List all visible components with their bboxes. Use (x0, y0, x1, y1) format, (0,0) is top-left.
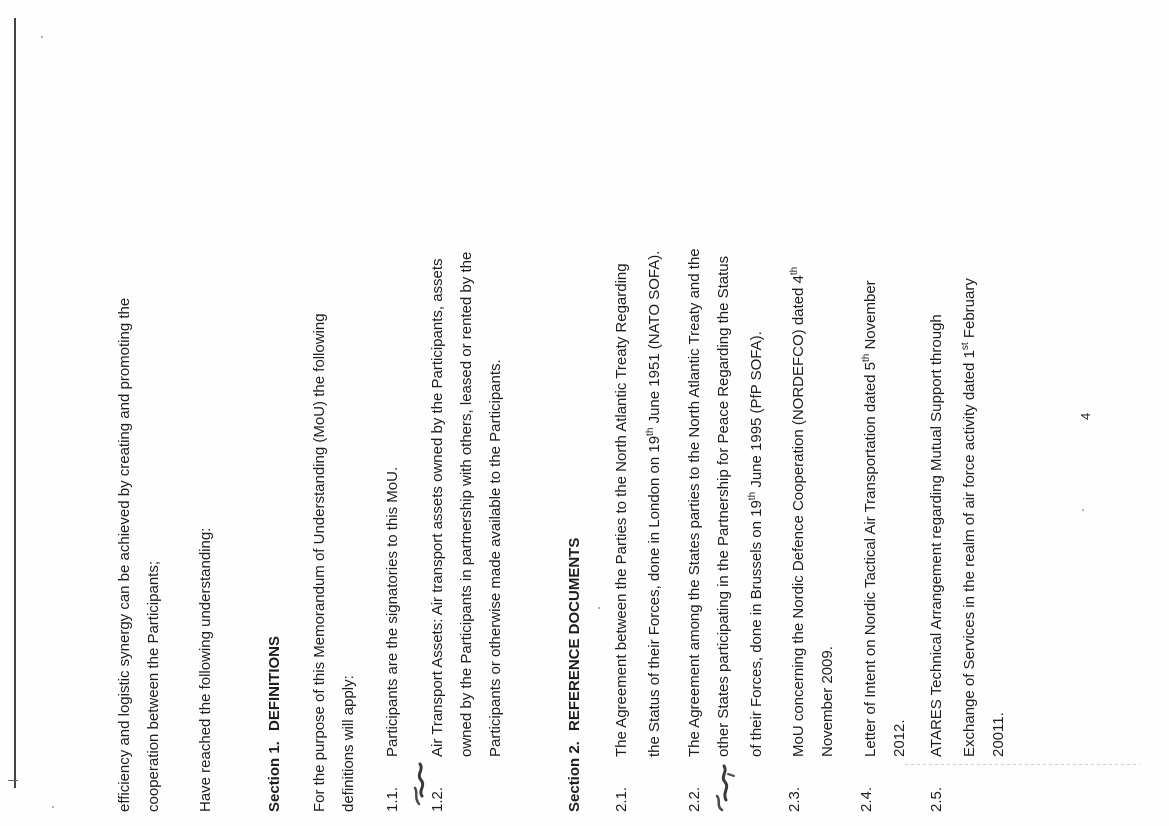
reference-line: The Agreement between the Parties to the North Atlantic Treaty Regarding (613, 263, 630, 757)
reference-line: other States participating in the Partnership for Peace Regarding the Status (715, 255, 732, 757)
section2-heading (565, 538, 585, 812)
reached-understanding-text: Have reached the following understanding: (197, 527, 214, 812)
intro-paragraph (110, 298, 168, 812)
purpose-line: For the purpose of this Memorandum of Understanding (MoU) the following (311, 313, 328, 812)
section2-label: Section 2. (566, 741, 583, 812)
reference-text (922, 117, 1013, 757)
reference-line: the Status of their Forces, done in London on 19th June 1951 (NATO SOFA). (645, 250, 663, 757)
reference-number: 2.3. (786, 786, 803, 812)
definition-text (423, 117, 510, 757)
section1-title: DEFINITIONS (266, 635, 283, 731)
section1-label: Section 1. (266, 741, 283, 812)
rotated-page-content (110, 72, 1093, 812)
definition-line: Participants are the signatories to this MoU. (384, 466, 401, 757)
definition-text (378, 117, 407, 757)
reference-line: 20011. (990, 712, 1007, 757)
reference-line: Letter of Intent on Nordic Tactical Air Transportation dated 5th November (861, 280, 879, 757)
scan-speck (41, 36, 43, 38)
intro-line: cooperation between the Participants; (145, 561, 162, 812)
scan-edge-line (14, 18, 16, 788)
reference-number: 2.4. (858, 786, 875, 812)
reference-line: MoU concerning the Nordic Defence Cooperation (NORDEFCO) dated 4th (789, 266, 807, 757)
reference-number: 2.5. (928, 786, 945, 812)
scan-edge-tick (8, 780, 18, 781)
reference-text (607, 117, 669, 757)
page-number: 4 (1078, 412, 1093, 420)
definition-number: 1.1. (384, 786, 401, 812)
reference-line: of their Forces, done in Brussels on 19th June 1995 (PfP SOFA). (747, 331, 765, 757)
definition-line: owned by the Participants in partnership with others, leased or rented by the (458, 251, 475, 757)
reference-line: Exchange of Services in the realm of air force activity dated 1st February (960, 278, 978, 757)
intro-line: efficiency and logistic synergy can be achieved by creating and promoting the (116, 297, 133, 812)
reference-number: 2.2. (686, 786, 703, 812)
purpose-line: definitions will apply: (340, 675, 357, 812)
section2-title: REFERENCE DOCUMENTS (566, 537, 583, 731)
reference-text (780, 117, 842, 757)
reference-text (680, 117, 771, 757)
definition-line: Air Transport Assets: Air transport assets owned by the Participants, assets (429, 258, 446, 757)
reference-line: November 2009. (819, 646, 836, 757)
definitions-purpose-paragraph (305, 313, 363, 812)
section1-heading (265, 636, 285, 812)
definition-line: Participants or otherwise made available to the Participants. (487, 359, 504, 757)
reference-line: ATARES Technical Arrangement regarding Mutual Support through (928, 314, 945, 757)
scan-speck (52, 806, 54, 808)
reference-number: 2.1. (613, 786, 630, 812)
reference-line: 2012. (891, 719, 908, 757)
reference-text (852, 117, 914, 757)
definition-number: 1.2. (429, 786, 446, 812)
scan-speck (1082, 509, 1084, 511)
reference-line: The Agreement among the States parties to the North Atlantic Treaty and the (686, 248, 703, 757)
